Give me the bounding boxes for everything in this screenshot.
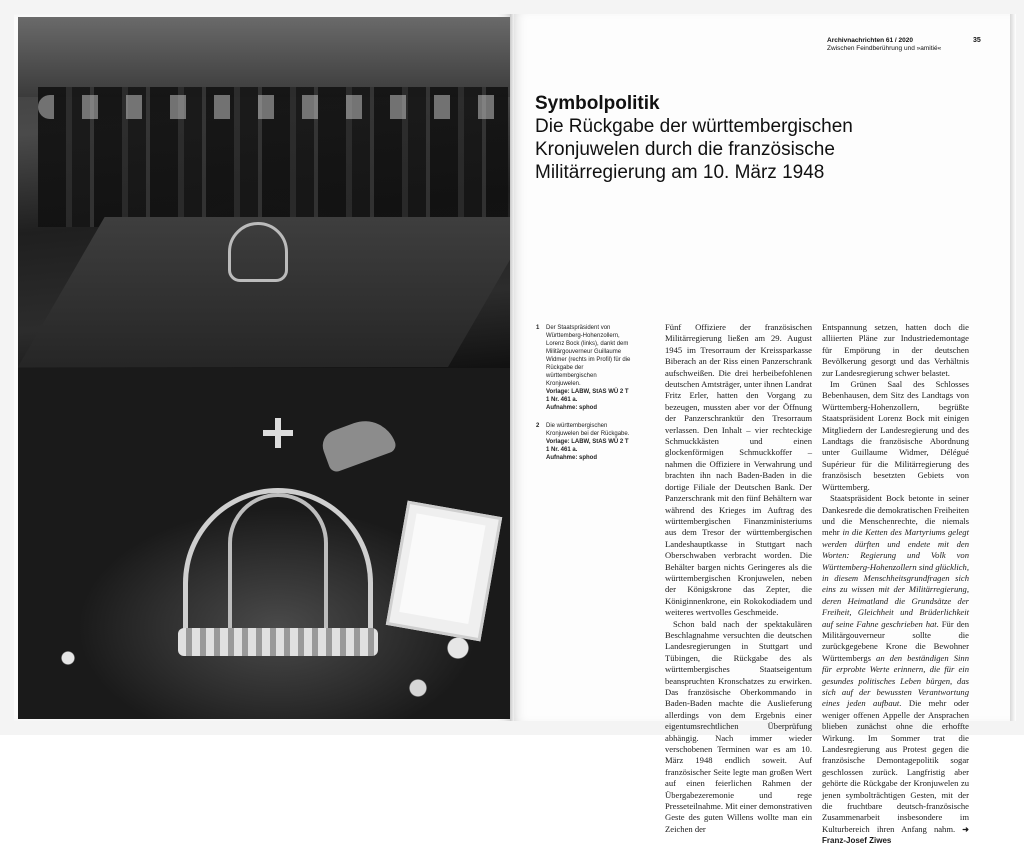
quote-italic: in die Ketten des Martyriums gelegt werden dürften und endete mit den Worten: Regierung und Volk von Württemberg-Hohenzollern sind glücklich, in diesem Menschheitsgrundfragen sich eins zu wissen mit der Militärregierung, deren Heimatland die Grundsätze der Freiheit, Gleichheit und Brüderlichkeit auf seine Fahne geschrieben hat. — [822, 527, 969, 629]
article-paragraph: Im Grünen Saal des Schlosses Bebenhausen, dem Sitz des Landtags von Württemberg-Hohenzollern, begrüßte Staatspräsident Lorenz Bock mit einigen Mitgliedern der Landesregierung und des Landtags die französische Abordnung unter Guillaume Widmer, Délégué Supérieur für die Militärregierung des französisch besetzten Gebiets von Württemberg. — [822, 379, 969, 492]
journal-title: Archivnachrichten 61 / 2020 — [827, 37, 913, 44]
article-title: Die Rückgabe der württembergischen Kronjuwelen durch die französische Militärregierung am 10. März 1948 — [535, 116, 853, 183]
article-column-1 — [665, 322, 812, 835]
crown-inner-arch — [228, 493, 328, 638]
photo-wall — [18, 17, 510, 97]
photo-captions — [536, 324, 632, 472]
crown-cross — [263, 418, 293, 448]
quote-italic: an den beständigen Sinn für erprobte Werte erinnern, die für ein gesundes politisches Leben bürgen, das sich auf der bewussten Verantwortung eines jeden aufbaut. — [822, 652, 969, 709]
article-headline — [535, 93, 925, 184]
article-column-2 — [822, 322, 969, 847]
article-paragraph: Schon bald nach der spektakulären Beschlagnahme versuchten die deutschen Landesregierungen in Stuttgart und Tübingen, die Rückgabe des als württembergisches Staatseigentum beanspruchten Kronschatzes zu erwirken. Das französische Oberkommando in Baden-Baden machte die Auslieferung allerdings von dem Ergebnis einer eigentumsrechtlichen Überprüfung abhängig. Nach immer wieder verschobenen Terminen war es am 10. März 1948 endlich soweit. Auf französischer Seite legte man großen Wert auf einen feierlichen Rahmen der Übergabezeremonie und rege Presseteilnahme. Mit einer demonstrativen Geste des guten Willens wollte man ein Zeichen der — [665, 618, 813, 834]
jewel-box-inner — [399, 513, 485, 624]
caption-source: Vorlage: LABW, StAS WÜ 2 T 1 Nr. 461 a. — [546, 439, 629, 453]
photo-crown-small — [228, 222, 288, 282]
photo-jewels — [38, 618, 498, 708]
photo-handover-ceremony — [18, 17, 510, 368]
caption-1 — [536, 324, 632, 412]
article-kicker: Symbolpolitik — [535, 93, 660, 114]
author-arrow-icon: ➜ — [962, 824, 969, 834]
page-fold — [510, 14, 514, 721]
caption-text: Die württembergischen Kronjuwelen bei der Rückgabe. — [546, 423, 630, 437]
page-edge — [1010, 14, 1016, 721]
caption-photo-credit: Aufnahme: sphod — [546, 455, 597, 461]
article-paragraph: Fünf Offiziere der französischen Militärregierung ließen am 29. August 1945 im Tresorraum der Kreissparkasse Biberach an der Riss einen Panzerschrank aufschweißen. Die drei herbeibefohlenen deutschen Amtsträger, unter ihnen Landrat Fritz Erler, hatten den Vorgang zu bezeugen, mussten aber vor der Öffnung der Panzerschranktür den Tresorraum verlassen. Den Inhalt – vier rechteckige Schmuckkästen und einen glockenförmigen Schmuckkoffer – nahmen die Offiziere in Verwahrung und brachten ihn nach Baden-Baden in die dortige Filiale der Deutschen Bank. Der Panzerschrank mit den fünf Behältern war während des Krieges im Auftrag des württembergischen Finanzministeriums aus dem Tresor der württembergischen Landeshauptkasse in Stuttgart nach Oberschwaben verbracht worden. Die Behälter bargen nichts Geringeres als die württembergischen Kronjuwelen, neben der Königskrone das Zepter, die Königinnenkrone, ein Rokokodiadem und weiteres wertvolles Geschmeide. — [665, 322, 812, 618]
caption-number: 2 — [536, 423, 540, 429]
photo-crown-jewels — [18, 368, 510, 719]
article-paragraph: Entspannung setzen, hatten doch die alliierten Pläne zur Industriedemontage für Empörung in der deutschen Bevölkerung gesorgt und das Verhältnis zur Landesregierung schwer belastet. — [822, 322, 969, 378]
text-run: Staatspräsident Bock betonte in seiner Dankesrede die demokratischen Freiheiten und die Menschenrechte, die niemals mehr — [822, 493, 969, 538]
text-run: Die mehr oder weniger offenen Appelle der Ansprachen blieben zunächst ohne die erhoffte Wirkung. Im Sommer trat die Landesregierung aus Protest gegen die französische Demontagepolitik sogar geschlossen zurück. Langfristig aber gehörte die Rückgabe der Kronjuwelen zu jenen symbolträchtigen Gesten, mit der die fruchtbare deutsch-französische Zusammenarbeit insbesondere im Kulturbereich ihren Anfang nahm. — [822, 698, 969, 834]
photo-heads — [38, 95, 508, 119]
caption-source: Vorlage: LABW, StAS WÜ 2 T 1 Nr. 461 a. — [546, 389, 629, 403]
caption-text: Der Staatspräsident von Württemberg-Hohenzollern, Lorenz Bock (links), dankt dem Militärgouverneur Guillaume Widmer (rechts im Profil) für die Rückgabe der württembergischen Kronjuwelen. — [546, 325, 631, 387]
text-run: Für den Militärgouverneur sollte die zurückgegebene Krone die Bewohner Württembergs — [822, 618, 969, 663]
caption-photo-credit: Aufnahme: sphod — [546, 405, 597, 411]
caption-2 — [536, 422, 632, 462]
page-number: 35 — [973, 37, 981, 44]
caption-number: 1 — [536, 325, 540, 331]
running-head — [827, 37, 941, 53]
article-paragraph — [822, 493, 969, 847]
article-author: Franz-Josef Ziwes — [822, 836, 892, 846]
section-title: Zwischen Feindberührung und »amitié« — [827, 45, 942, 52]
